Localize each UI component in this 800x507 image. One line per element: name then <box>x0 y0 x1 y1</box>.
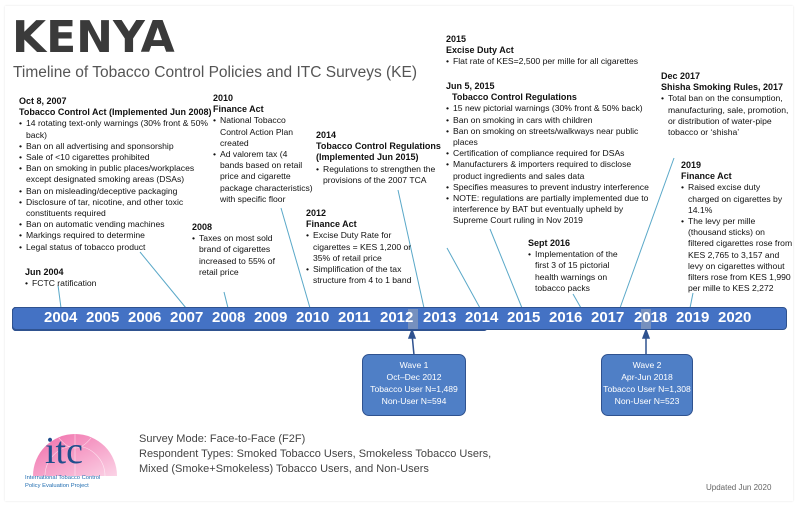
updated-date: Updated Jun 2020 <box>706 483 772 492</box>
year-label: 2008 <box>212 309 246 326</box>
event-bullet: • Ad valorem tax (4 bands based on retail price and cigarette package characteristics) with specific floor <box>213 149 313 205</box>
wave-non-users: Non-User N=523 <box>614 396 680 406</box>
event-bullet: • Ban on automatic vending machines <box>19 219 219 230</box>
event-act: Tobacco Control Regulations (Implemented Jun 2015) <box>316 141 441 163</box>
event-date: Jun 2004 <box>25 267 64 277</box>
event-dec-2017 <box>661 71 791 138</box>
year-label: 2005 <box>86 309 120 326</box>
wave-non-users: Non-User N=594 <box>381 396 447 406</box>
event-bullet: • Disclosure of tar, nicotine, and other toxic constituents required <box>19 197 219 219</box>
event-bullet: • Ban on smoking on streets/walkways near public places <box>446 126 656 148</box>
event-bullet: • Certification of compliance required for DSAs <box>446 148 656 159</box>
event-act: Excise Duty Act <box>446 45 514 56</box>
event-sept-2016 <box>528 238 628 294</box>
event-date: 2012 <box>306 208 327 218</box>
event-2010 <box>213 93 313 205</box>
event-date: 2008 <box>192 222 213 232</box>
event-date: 2015 <box>446 34 467 44</box>
event-bullet: • 15 new pictorial warnings (30% front & 50% back) <box>446 103 656 114</box>
timeline-years <box>0 307 800 329</box>
event-bullet: • Markings required to determine <box>19 230 219 241</box>
year-label: 2014 <box>465 309 499 326</box>
event-2015-excise <box>446 34 656 68</box>
wave-label: Wave 2 <box>632 360 662 370</box>
itc-logo <box>25 418 125 498</box>
event-jun-2004 <box>25 267 145 289</box>
year-label: 2011 <box>338 309 371 326</box>
event-bullet: • The levy per mille (thousand sticks) on filtered cigarettes rose from KES 2,765 to 3,157 and levy on cigarettes without filters rose from KES 1,990 per mille to KES 2,272 <box>681 216 793 294</box>
event-bullet: • Ban on all advertising and sponsorship <box>19 141 219 152</box>
year-label: 2010 <box>296 309 330 326</box>
event-date: Jun 5, 2015 <box>446 81 495 91</box>
event-act: Finance Act <box>213 104 264 115</box>
year-label: 2012 <box>380 309 414 326</box>
event-bullet: • Raised excise duty charged on cigarettes by 14.1% <box>681 182 793 216</box>
survey-mode: Survey Mode: Face-to-Face (F2F) <box>139 433 306 445</box>
event-date: 2014 <box>316 130 337 140</box>
event-bullet: • Implementation of the first 3 of 15 pictorial health warnings on tobacco packs <box>528 249 628 294</box>
wave2-box <box>601 354 693 416</box>
event-date: Sept 2016 <box>528 238 571 248</box>
event-bullet: • FCTC ratification <box>25 278 145 289</box>
wave-period: Apr-Jun 2018 <box>621 372 673 382</box>
wave-tobacco-users: Tobacco User N=1,489 <box>370 384 458 394</box>
event-2012 <box>306 208 421 286</box>
event-date: Oct 8, 2007 <box>19 96 67 106</box>
year-label: 2019 <box>676 309 710 326</box>
year-label: 2013 <box>423 309 457 326</box>
event-bullet: • Flat rate of KES=2,500 per mille for all cigarettes <box>446 56 656 67</box>
survey-info <box>139 432 491 477</box>
event-bullet: • Ban on misleading/deceptive packaging <box>19 186 219 197</box>
year-label: 2006 <box>128 309 162 326</box>
wave-tobacco-users: Tobacco User N=1,308 <box>603 384 691 394</box>
event-act: Shisha Smoking Rules, 2017 <box>661 82 784 93</box>
event-bullet: • Ban on smoking in cars with children <box>446 115 656 126</box>
event-2019 <box>681 160 793 294</box>
respondent-types-line1: Respondent Types: Smoked Tobacco Users, Smokeless Tobacco Users, <box>139 448 492 460</box>
event-act: Tobacco Control Act (Implemented Jun 2008) <box>19 107 212 118</box>
event-bullet: • Simplification of the tax structure from 4 to 1 band <box>306 264 421 286</box>
logo-mark: itc <box>45 430 83 472</box>
year-label: 2020 <box>718 309 752 326</box>
event-bullet: • Total ban on the consumption, manufacturing, sale, promotion, or distribution of water-pipe tobacco or ‘shisha’ <box>661 93 791 138</box>
event-bullet: • Ban on smoking in public places/workplaces except designated smoking areas (DSAs) <box>19 163 219 185</box>
event-jun-2015 <box>446 81 656 227</box>
year-label: 2007 <box>170 309 204 326</box>
event-bullet: • Sale of <10 cigarettes prohibited <box>19 152 219 163</box>
event-act: Finance Act <box>306 219 357 230</box>
event-act: Tobacco Control Regulations <box>452 92 577 103</box>
event-bullet: • Regulations to strengthen the provisions of the 2007 TCA <box>316 164 441 186</box>
year-label: 2015 <box>507 309 541 326</box>
event-bullet: • Excise Duty Rate for cigarettes = KES 1,200 or 35% of retail price <box>306 230 421 264</box>
event-oct-2007 <box>19 96 219 253</box>
wave1-box <box>362 354 466 416</box>
event-act: Finance Act <box>681 171 732 182</box>
event-date: Dec 2017 <box>661 71 701 81</box>
year-label: 2017 <box>591 309 625 326</box>
event-bullet: • Taxes on most sold brand of cigarettes increased to 55% of retail price <box>192 233 287 278</box>
wave-label: Wave 1 <box>399 360 429 370</box>
event-bullet: • Specifies measures to prevent industry interference <box>446 182 656 193</box>
respondent-types-line2: Mixed (Smoke+Smokeless) Tobacco Users, and Non-Users <box>139 463 429 475</box>
logo-line1: International Tobacco Control <box>25 475 101 481</box>
year-label: 2016 <box>549 309 583 326</box>
page-title: KENYA <box>12 12 175 63</box>
wave-period: Oct–Dec 2012 <box>386 372 442 382</box>
event-date: 2010 <box>213 93 234 103</box>
year-label: 2004 <box>44 309 78 326</box>
event-2014 <box>316 130 441 186</box>
event-bullet: • NOTE: regulations are partially implemented due to interference by BAT but eventually upheld by Supreme Court ruling in Nov 2019 <box>446 193 656 227</box>
event-2008 <box>192 222 287 278</box>
event-bullet: • 14 rotating text-only warnings (30% front & 50% back) <box>19 118 219 140</box>
page-subtitle: Timeline of Tobacco Control Policies and ITC Surveys (KE) <box>13 64 418 81</box>
year-label: 2018 <box>634 309 668 326</box>
event-bullet: • National Tobacco Control Action Plan created <box>213 115 313 149</box>
logo-line2: Policy Evaluation Project <box>25 483 89 489</box>
event-date: 2019 <box>681 160 702 170</box>
year-label: 2009 <box>254 309 288 326</box>
event-bullet: • Legal status of tobacco product <box>19 242 219 253</box>
event-bullet: • Manufacturers & importers required to disclose product ingredients and sales data <box>446 159 656 181</box>
